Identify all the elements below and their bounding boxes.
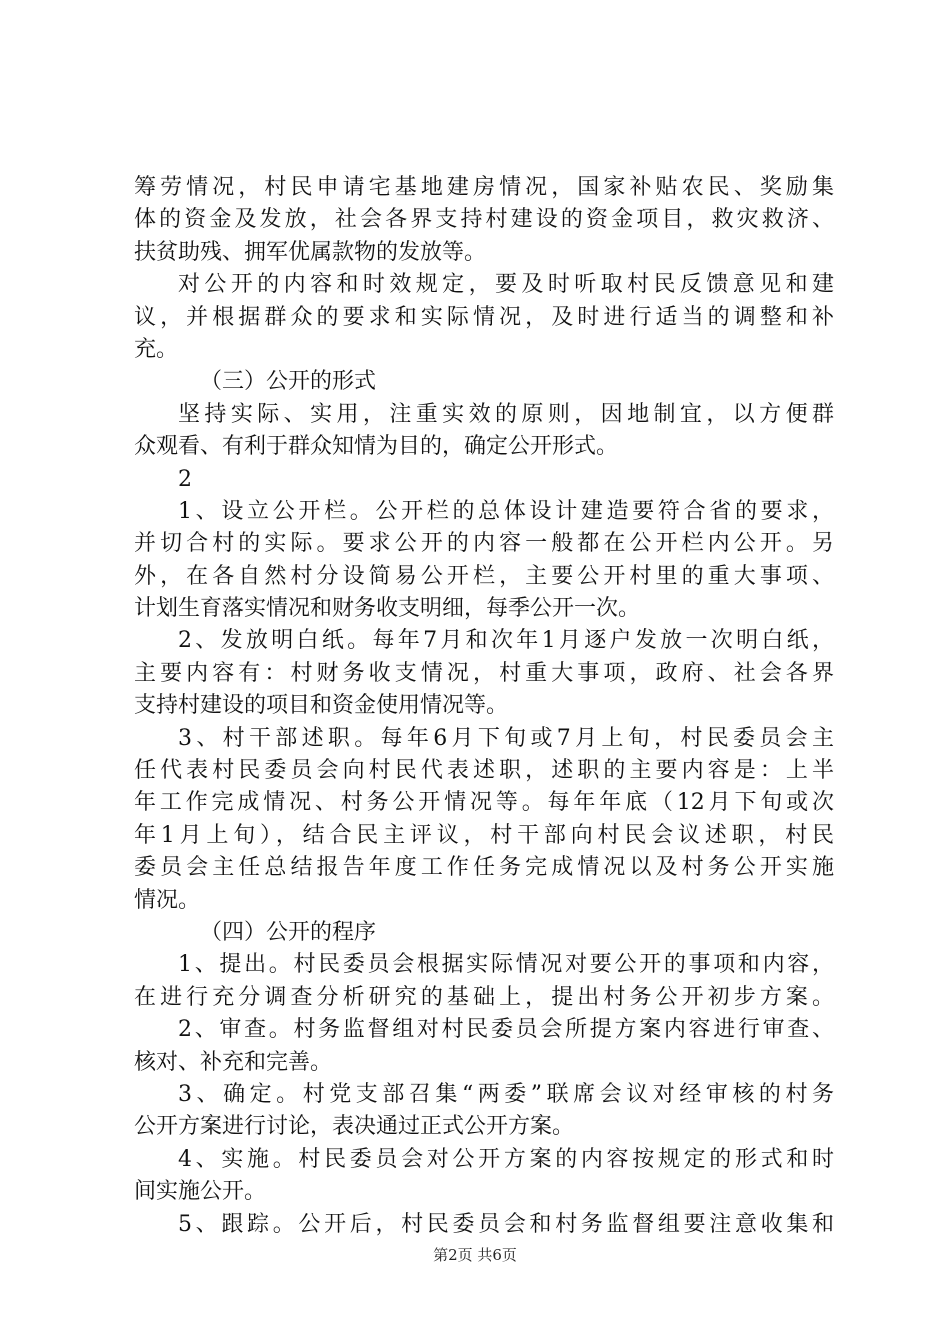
text-line: 主要内容有：村财务收支情况，村重大事项，政府、社会各界 [134, 660, 834, 686]
document-body [134, 172, 834, 1241]
text-line: 公开方案进行讨论，表决通过正式公开方案。 [134, 1114, 575, 1140]
text-line: 年工作完成情况、村务公开情况等。每年年底（12月下旬或次 [134, 790, 834, 816]
text-line: 在进行充分调查分析研究的基础上，提出村务公开初步方案。 [134, 984, 834, 1010]
text-line: 2 [178, 466, 192, 492]
text-line: 5、跟踪。公开后，村民委员会和村务监督组要注意收集和 [178, 1211, 834, 1237]
text-line: 2、审查。村务监督组对村民委员会所提方案内容进行审查、 [178, 1017, 834, 1043]
page-footer: 第2页 共6页 [433, 1246, 517, 1264]
text-line: 3、村干部述职。每年6月下旬或7月上旬，村民委员会主 [178, 725, 834, 751]
text-line: 情况。 [134, 887, 201, 913]
text-line: 充。 [134, 336, 179, 362]
text-line: 筹劳情况，村民申请宅基地建房情况，国家补贴农民、奖励集 [134, 175, 834, 200]
text-line: （四）公开的程序 [200, 919, 377, 945]
text-line: 并切合村的实际。要求公开的内容一般都在公开栏内公开。另 [134, 531, 834, 557]
text-line: 2、发放明白纸。每年7月和次年1月逐户发放一次明白纸， [178, 628, 834, 654]
text-line: （三）公开的形式 [200, 369, 377, 395]
text-line: 3、确定。村党支部召集“两委”联席会议对经审核的村务 [178, 1081, 834, 1107]
text-line: 扶贫助残、拥军优属款物的发放等。 [134, 239, 487, 265]
text-line: 体的资金及发放，社会各界支持村建设的资金项目，救灾救济、 [134, 207, 834, 233]
text-line: 年1月上旬），结合民主评议，村干部向村民会议述职，村民 [134, 822, 834, 848]
text-line: 议，并根据群众的要求和实际情况，及时进行适当的调整和补 [134, 304, 834, 330]
text-line: 1、设立公开栏。公开栏的总体设计建造要符合省的要求， [178, 498, 834, 524]
text-line: 委员会主任总结报告年度工作任务完成情况以及村务公开实施 [134, 855, 834, 881]
text-line: 坚持实际、实用，注重实效的原则，因地制宜，以方便群 [178, 401, 834, 427]
text-line: 4、实施。村民委员会对公开方案的内容按规定的形式和时 [178, 1146, 834, 1172]
text-line: 对公开的内容和时效规定，要及时听取村民反馈意见和建 [178, 272, 834, 298]
text-line: 任代表村民委员会向村民代表述职，述职的主要内容是：上半 [134, 758, 834, 784]
text-line: 间实施公开。 [134, 1179, 267, 1205]
text-line: 众观看、有利于群众知情为目的，确定公开形式。 [134, 434, 619, 460]
text-line: 核对、补充和完善。 [134, 1049, 333, 1075]
text-line: 1、提出。村民委员会根据实际情况对要公开的事项和内容， [178, 952, 834, 978]
text-line: 计划生育落实情况和财务收支明细，每季公开一次。 [134, 596, 641, 622]
text-line: 外，在各自然村分设简易公开栏，主要公开村里的重大事项、 [134, 563, 834, 589]
text-line: 支持村建设的项目和资金使用情况等。 [134, 693, 509, 719]
